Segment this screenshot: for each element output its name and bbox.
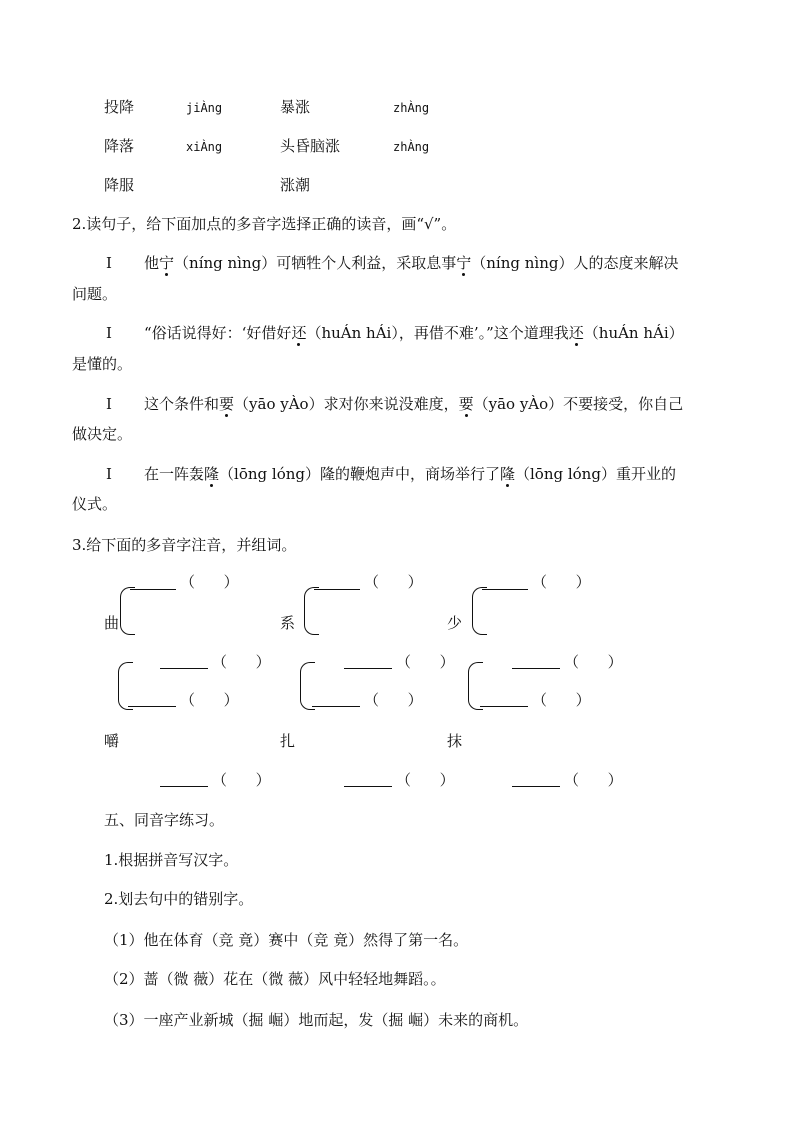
char-xi: 系: [280, 614, 296, 632]
q2-s1-line2: 问题。: [72, 285, 118, 303]
section5-sentence2: （2）蔷（微 薇）花在（微 薇）风中轻轻地舞蹈。。: [104, 970, 446, 988]
pinyin-xiang: xiÀng: [186, 140, 223, 154]
char-mo: 抹: [447, 732, 463, 750]
q2-s3-marker: Ⅰ: [106, 395, 112, 413]
blank-zha-3[interactable]: [344, 786, 392, 787]
paren-xi-1[interactable]: （ ）: [364, 573, 423, 591]
paren-zha-1[interactable]: （ ）: [396, 653, 455, 671]
q2-title: 2.读句子，给下面加点的多音字选择正确的读音，画“√”。: [72, 215, 457, 233]
paren-zha-2[interactable]: （ ）: [364, 691, 423, 709]
paren-jiao-3[interactable]: （ ）: [212, 771, 271, 789]
char-zha: 扎: [280, 732, 296, 750]
section5-sentence1: （1）他在体育（竞 竟）赛中（竞 竟）然得了第一名。: [104, 931, 469, 949]
blank-zha-2[interactable]: [312, 706, 360, 707]
q2-s4-line1: 在一阵轰隆（lōng lóng）隆的鞭炮声中，商场举行了隆（lōng lóng）重开业的: [144, 465, 676, 483]
section5-item1: 1.根据拼音写汉字。: [104, 851, 239, 869]
pinyin-jiang: jiÀng: [186, 101, 223, 115]
paren-mo-3[interactable]: （ ）: [564, 771, 623, 789]
word-jiangfu: 降服: [104, 176, 135, 194]
paren-qu-1[interactable]: （ ）: [180, 573, 239, 591]
brace-xi: [304, 587, 319, 635]
paren-jiao-1[interactable]: （ ）: [212, 653, 271, 671]
brace-mo: [468, 662, 483, 710]
pinyin-zhang-2: zhÀng: [393, 140, 430, 154]
section5-sentence3: （3）一座产业新城（掘 崛）地而起，发（掘 崛）未来的商机。: [104, 1011, 529, 1029]
blank-jiao-3[interactable]: [160, 786, 208, 787]
q2-s4-line2: 仪式。: [72, 495, 118, 513]
blank-jiao-2[interactable]: [128, 706, 176, 707]
q2-s3-line1: 这个条件和要（yāo yÀo）求对你来说没难度，要（yāo yÀo）不要接受，你自己: [144, 395, 684, 413]
q2-s2-line1: “俗话说得好：‘好借好还（huÁn hÁi），再借不难’。”这个道理我还（huÁn hÁi）: [144, 324, 684, 342]
section5-item2: 2.划去句中的错别字。: [104, 890, 254, 908]
blank-mo-2[interactable]: [480, 706, 528, 707]
paren-jiao-2[interactable]: （ ）: [180, 691, 239, 709]
pinyin-zhang-1: zhÀng: [393, 101, 430, 115]
q2-s2-marker: Ⅰ: [106, 324, 112, 342]
brace-zha: [300, 662, 315, 710]
blank-jiao-1[interactable]: [160, 668, 208, 669]
brace-shao: [472, 587, 487, 635]
q2-s1-marker: Ⅰ: [106, 254, 112, 272]
char-shao: 少: [447, 614, 463, 632]
paren-mo-1[interactable]: （ ）: [564, 653, 623, 671]
q3-title: 3.给下面的多音字注音，并组词。: [72, 536, 297, 554]
paren-shao-1[interactable]: （ ）: [532, 573, 591, 591]
char-qu: 曲: [104, 614, 120, 632]
word-baozhang: 暴涨: [280, 98, 311, 116]
q2-s1-line1: 他宁（níng nìng）可牺牲个人利益，采取息事宁（níng nìng）人的态度来解决: [144, 254, 679, 272]
char-jiao: 嚼: [104, 732, 120, 750]
word-zhangchao: 涨潮: [280, 176, 311, 194]
q2-s2-line2: 是懂的。: [72, 355, 133, 373]
section5-title: 五、同音字练习。: [104, 811, 225, 829]
blank-mo-1[interactable]: [512, 668, 560, 669]
q2-s3-line2: 做决定。: [72, 425, 133, 443]
paren-zha-3[interactable]: （ ）: [396, 771, 455, 789]
blank-xi-1[interactable]: [314, 589, 360, 590]
word-jiangluo: 降落: [104, 137, 135, 155]
brace-jiao: [118, 662, 133, 710]
blank-qu-1[interactable]: [130, 589, 176, 590]
blank-shao-1[interactable]: [482, 589, 528, 590]
blank-mo-3[interactable]: [512, 786, 560, 787]
word-touxiang: 投降: [104, 98, 135, 116]
word-touhunnaozhang: 头昏脑涨: [280, 137, 341, 155]
blank-zha-1[interactable]: [344, 668, 392, 669]
brace-qu: [120, 587, 135, 635]
paren-mo-2[interactable]: （ ）: [532, 691, 591, 709]
q2-s4-marker: Ⅰ: [106, 465, 112, 483]
